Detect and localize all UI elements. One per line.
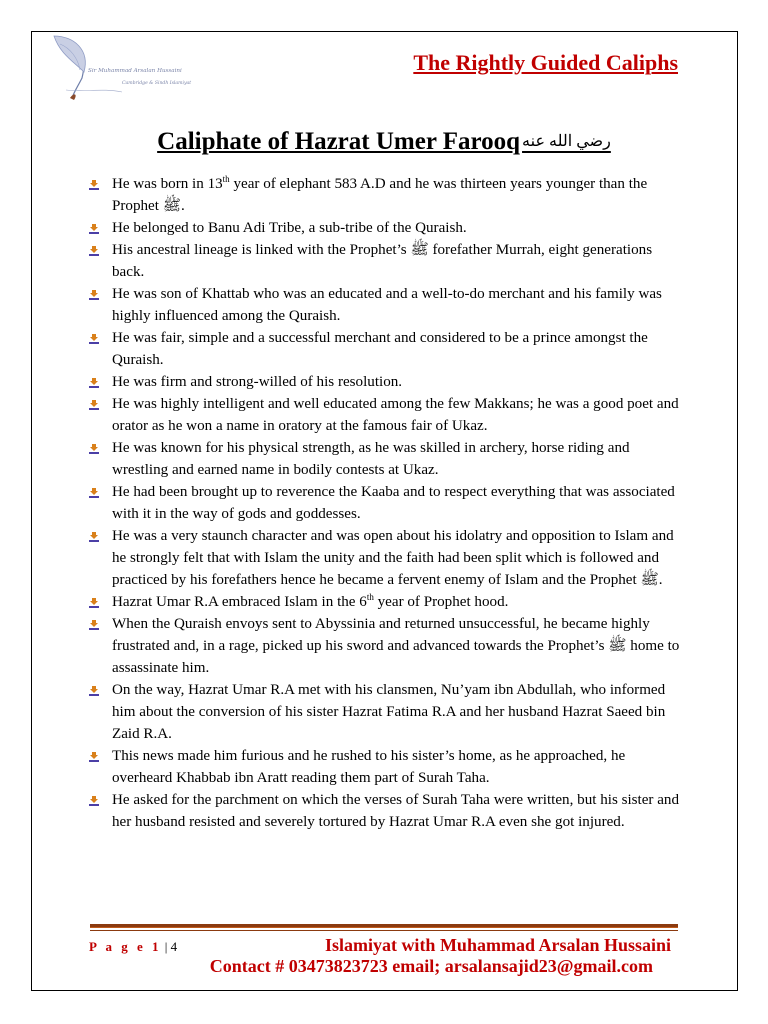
bullet-item	[88, 239, 688, 283]
bullet-item	[88, 745, 688, 789]
bullet-text	[112, 682, 665, 742]
arrow-down-bullet-icon	[88, 377, 100, 389]
text-run: He was known for his physical strength, as he was skilled in archery, horse riding and wrestling and earned name in bodily contests at Ukaz.	[112, 440, 630, 478]
bullet-text	[112, 173, 648, 214]
text-run: He belonged to Banu Adi Tribe, a sub-tribe of the Quraish.	[112, 220, 467, 236]
salutation-glyph: ﷺ	[640, 572, 659, 588]
text-run: This news made him furious and he rushed to his sister’s home, as he approached, he overheard Khabbab ibn Aratt reading them part of Surah Taha.	[112, 748, 626, 786]
arrow-down-bullet-icon	[88, 399, 100, 411]
page-total: 4	[170, 939, 178, 954]
text-run: His ancestral lineage is linked with the Prophet’s	[112, 242, 411, 258]
arrow-down-bullet-icon	[88, 179, 100, 191]
header-title: The Rightly Guided Caliphs	[413, 50, 678, 75]
arrow-down-bullet-icon	[88, 487, 100, 499]
text-run: year of elephant 583 A.D and he was thirteen years younger than the Prophet	[112, 176, 648, 214]
text-run: He had been brought up to reverence the Kaaba and to respect everything that was associated with it in the way of gods and goddesses.	[112, 484, 675, 522]
bullet-text	[112, 396, 679, 434]
bullet-item	[88, 679, 688, 745]
svg-text:Cambridge & Sindh Islamiyat: Cambridge & Sindh Islamiyat	[122, 81, 192, 86]
text-run: home to assassinate him.	[112, 638, 680, 676]
bullet-list	[88, 173, 688, 833]
ordinal-suffix: th	[366, 591, 374, 602]
text-run: He was highly intelligent and well educated among the few Makkans; he was a good poet and orator as he won a name in oratory at the famous fair of Ukaz.	[112, 396, 679, 434]
bullet-text	[112, 220, 467, 236]
bullet-item	[88, 393, 688, 437]
bullet-item	[88, 525, 688, 591]
footer-author: Islamiyat with Muhammad Arsalan Hussaini	[324, 935, 671, 955]
text-run: year of Prophet hood.	[373, 594, 509, 610]
bullet-text	[112, 242, 652, 280]
bullet-text	[112, 591, 509, 610]
arrow-down-bullet-icon	[88, 289, 100, 301]
arrow-down-bullet-icon	[88, 619, 100, 631]
text-run: He was fair, simple and a successful merchant and considered to be a prince amongst the Quraish.	[112, 330, 648, 368]
honorific-glyph: رضي الله عنه	[522, 133, 611, 150]
bullet-item	[88, 173, 688, 217]
arrow-down-bullet-icon	[88, 685, 100, 697]
ordinal-suffix: th	[222, 173, 230, 184]
arrow-down-bullet-icon	[88, 443, 100, 455]
title-text: Caliphate of Hazrat Umer Farooq	[157, 128, 521, 155]
arrow-down-bullet-icon	[88, 333, 100, 345]
arrow-down-bullet-icon	[88, 531, 100, 543]
text-run: He was a very staunch character and was open about his idolatry and opposition to Islam and he strongly felt that with Islam the unity and the faith had been split which is followed and practiced by his forefathers hence he became a fervent enemy of Islam and the Prophet	[112, 528, 674, 588]
text-run: On the way, Hazrat Umar R.A met with his clansmen, Nu’yam ibn Abdullah, who informed him about the conversion of his sister Hazrat Fatima R.A and her husband Hazrat Saeed bin Zaid R.A.	[112, 682, 666, 742]
arrow-down-bullet-icon	[88, 751, 100, 763]
bullet-item	[88, 371, 688, 393]
bullet-text	[112, 440, 630, 478]
bullet-item	[88, 789, 688, 833]
page-number: P a g e 1 | 4	[89, 939, 178, 954]
text-run: forefather Murrah, eight generations back.	[112, 242, 653, 280]
bullet-text	[112, 286, 662, 324]
bullet-item	[88, 437, 688, 481]
bullet-text	[112, 792, 679, 830]
content-area	[88, 173, 688, 833]
svg-text:Sir Muhammad Arsalan Hussaini: Sir Muhammad Arsalan Hussaini	[88, 68, 182, 74]
bullet-text	[112, 330, 648, 368]
text-run: When the Quraish envoys sent to Abyssinia and returned unsuccessful, he became highly frustrated and, in a rage, picked up his sword and advanced towards the Prophet’s	[112, 616, 650, 654]
bullet-text	[112, 374, 402, 390]
salutation-glyph: ﷺ	[608, 638, 627, 654]
page-word: P a g e	[89, 939, 146, 954]
text-run: He was son of Khattab who was an educated and a well-to-do merchant and his family was highly influenced among the Quraish.	[112, 286, 662, 324]
text-run: .	[658, 572, 663, 588]
bullet-item	[88, 283, 688, 327]
bullet-text	[112, 748, 625, 786]
arrow-down-bullet-icon	[88, 245, 100, 257]
footer-rule	[90, 924, 678, 928]
bullet-item	[88, 327, 688, 371]
bullet-text	[112, 484, 675, 522]
arrow-down-bullet-icon	[88, 223, 100, 235]
text-run: .	[180, 198, 185, 214]
quill-logo	[44, 32, 200, 104]
bullet-item	[88, 591, 688, 613]
text-run: He asked for the parchment on which the verses of Surah Taha were written, but his sister and her husband resisted and severely tortured by Hazrat Umar R.A even she got injured.	[112, 792, 680, 830]
text-run: Hazrat Umar R.A embraced Islam in the 6	[112, 594, 367, 610]
arrow-down-bullet-icon	[88, 795, 100, 807]
footer-contact: Contact # 03473823723 email; arsalansajid23@gmail.com	[209, 956, 653, 976]
arrow-down-bullet-icon	[88, 597, 100, 609]
salutation-glyph: ﷺ	[162, 198, 181, 214]
text-run: He was firm and strong-willed of his resolution.	[112, 374, 403, 390]
bullet-item	[88, 613, 688, 679]
document-title	[0, 128, 768, 156]
bullet-text	[112, 616, 679, 676]
text-run: He was born in 13	[112, 176, 223, 192]
salutation-glyph: ﷺ	[410, 242, 429, 258]
bullet-item	[88, 481, 688, 525]
page-current: 1	[152, 939, 162, 954]
footer-rule-thin	[90, 930, 678, 931]
bullet-text	[112, 528, 674, 588]
bullet-item	[88, 217, 688, 239]
